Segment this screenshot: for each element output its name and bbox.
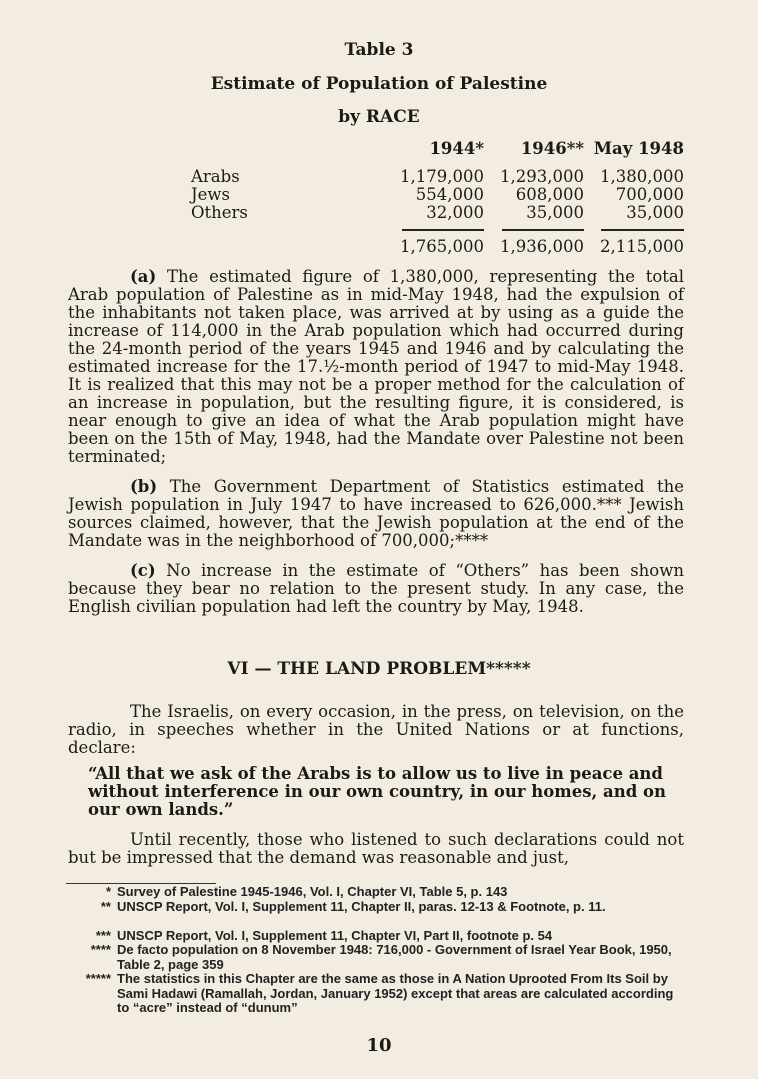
paragraph-text: The estimated figure of 1,380,000, representing the total Arab population of Palestine as in mid-May 1948, had the expulsion of the inhabitants not taken place, was arrived at by using as a guide the increase of 114,000 in the Arab population which had occurred during the 24-month period of the years 1945 and 1946 and by calculating the estimated increase for the 17.½-month period of 1947 to mid-May 1948. It is realized that this may not be a proper method for the calculation of an increase in population, but the resulting figure, it is considered, is near enough to give an idea of what the Arab population might have been on the 15th of May, 1948, had the Mandate over Palestine not been terminated; xyxy=(68,267,684,466)
paragraph-israelis: The Israelis, on every occasion, in the press, on television, on the radio, in speeches whether in the United Nations or at functions, declare: xyxy=(68,702,684,757)
paragraph-text: The Government Department of Statistics estimated the Jewish population in July 1947 to have increased to 626,000.*** Jewish sources claimed, however, that the Jewish population at the end of the Mandate was in the neighborhood of 700,000;**** xyxy=(68,477,685,550)
paragraph-c xyxy=(68,562,684,616)
table-cell: 554,000 xyxy=(415,185,484,204)
footnote-text: The statistics in this Chapter are the same as those in A Nation Uprooted From Its Soil by Sami Hadawi (Ramallah, Jordan, January 1952) except that areas are calculated according to “acre” instead of “dunum” xyxy=(117,971,674,1015)
footnote-text: UNSCP Report, Vol. I, Supplement 11, Chapter II, paras. 12-13 & Footnote, p. 11. xyxy=(117,898,606,914)
total-cell: 1,765,000 xyxy=(400,237,484,256)
row-label-arabs: Arabs xyxy=(191,167,240,186)
table-subtitle: by RACE xyxy=(338,107,420,127)
total-cell: 2,115,000 xyxy=(600,237,684,256)
column-header: 1944* xyxy=(429,139,484,158)
footnote-mark: * xyxy=(105,884,111,899)
table-cell: 1,380,000 xyxy=(600,167,684,186)
total-rule xyxy=(402,229,484,231)
row-label-jews: Jews xyxy=(191,185,230,204)
table-cell: 1,293,000 xyxy=(500,167,584,186)
page-number: 10 xyxy=(366,1035,392,1056)
table-cell: 35,000 xyxy=(526,203,584,222)
footnotes xyxy=(0,885,758,1020)
paragraph-marker: (c) xyxy=(130,561,156,580)
footnote-text: Survey of Palestine 1945-1946, Vol. I, Chapter VI, Table 5, p. 143 xyxy=(117,884,508,899)
block-quote: “All that we ask of the Arabs is to allow us to live in peace and without interference in our own country, in our homes, and on our own lands.” xyxy=(88,764,667,819)
total-rule xyxy=(601,229,684,231)
footnote-text: De facto population on 8 November 1948: 716,000 - Government of Israel Year Book, 1950, Table 2, page 359 xyxy=(117,942,672,972)
footnote-mark: ***** xyxy=(85,971,111,986)
table-cell: 1,179,000 xyxy=(400,167,484,186)
section-heading: VI — THE LAND PROBLEM***** xyxy=(227,659,531,679)
footnote-text: UNSCP Report, Vol. I, Supplement 11, Chapter VI, Part II, footnote p. 54 xyxy=(117,927,553,943)
total-cell: 1,936,000 xyxy=(500,237,584,256)
table-number: Table 3 xyxy=(344,40,414,60)
footnote-mark: **** xyxy=(90,942,111,957)
paragraph-marker: (b) xyxy=(130,477,158,496)
column-header: May 1948 xyxy=(593,139,684,158)
paragraph-text: No increase in the estimate of “Others” has been shown because they bear no relation to the present study. In any case, the English civilian population had left the country by May, 1948. xyxy=(68,561,684,616)
table-cell: 608,000 xyxy=(515,185,584,204)
paragraph-b xyxy=(68,478,684,550)
column-header: 1946** xyxy=(520,139,584,158)
paragraph-until: Until recently, those who listened to such declarations could not but be impressed that the demand was reasonable and just, xyxy=(68,830,684,867)
total-rule xyxy=(502,229,584,231)
table-title: Estimate of Population of Palestine xyxy=(210,74,548,94)
table-cell: 32,000 xyxy=(426,203,484,222)
table-cell: 700,000 xyxy=(615,185,684,204)
paragraph-marker: (a) xyxy=(130,267,157,286)
table-cell: 35,000 xyxy=(626,203,684,222)
footnote-mark: *** xyxy=(95,927,111,943)
footnote-mark: ** xyxy=(100,898,111,914)
row-label-others: Others xyxy=(191,203,248,222)
population-table xyxy=(0,140,758,260)
paragraph-a xyxy=(68,268,684,466)
